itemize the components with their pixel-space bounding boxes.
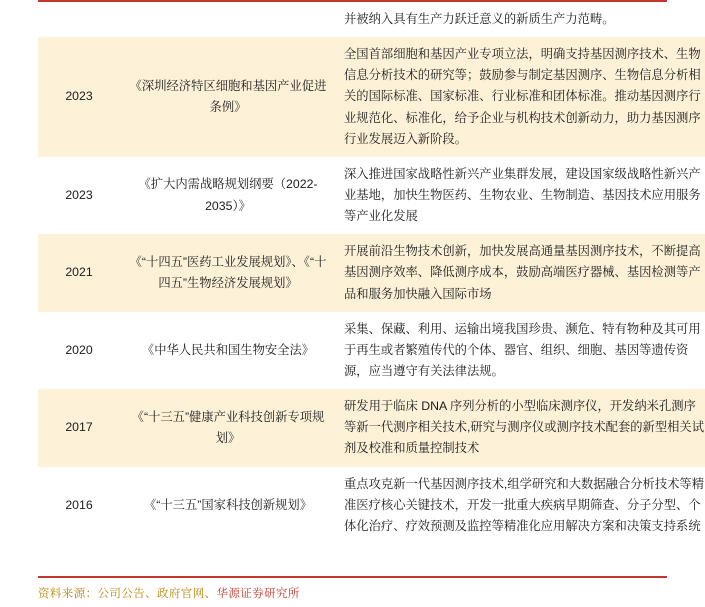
cell-policy: 《“十四五”医药工业发展规划》、《“十四五”生物经济发展规划》 — [120, 234, 336, 311]
cell-policy: 《“十三五”健康产业科技创新专项规划》 — [120, 389, 336, 466]
cell-year: 2021 — [38, 234, 120, 311]
table-row — [38, 234, 705, 311]
cell-policy: 《扩大内需战略规划纲要（2022-2035）》 — [120, 157, 336, 234]
cell-policy: 《深圳经济特区细胞和基因产业促进条例》 — [120, 37, 336, 157]
table-row — [38, 312, 705, 389]
cell-detail: 重点攻克新一代基因测序技术,组学研究和大数据融合分析技术等精准医疗核心关键技术，开发一批重大疾病早期筛查、分子分型、个体化治疗、疗效预测及监控等精准化应用解决方案和决策支持系统 — [336, 467, 705, 544]
cell-year: 2023 — [38, 37, 120, 157]
table-row — [38, 157, 705, 234]
cell-detail: 并被纳入具有生产力跃迁意义的新质生产力范畴。 — [336, 2, 705, 37]
table-bottom-border — [38, 576, 667, 578]
cell-detail: 采集、保藏、利用、运输出境我国珍贵、濒危、特有物种及其可用于再生或者繁殖传代的个体、器官、组织、细胞、基因等遗传资源，应当遵守有关法律法规。 — [336, 312, 705, 389]
table-row — [38, 2, 705, 37]
source-label: 资料来源：公司公告、政府官网、 — [38, 588, 217, 600]
cell-detail: 全国首部细胞和基因产业专项立法，明确支持基因测序技术、生物信息分析技术的研究等；鼓励参与制定基因测序、生物信息分析相关的国际标准、国家标准、行业标准和团体标准。推动基因测序行业规范化、标准化，给予企业与机构技术创新动力，助力基因测序行业发展迈入新阶段。 — [336, 37, 705, 157]
source-organization: 华源证券研究所 — [216, 588, 300, 600]
table-row — [38, 389, 705, 466]
cell-year: 2023 — [38, 157, 120, 234]
policy-table — [38, 2, 705, 544]
source-note — [38, 585, 300, 601]
cell-detail: 深入推进国家战略性新兴产业集群发展，建设国家级战略性新兴产业基地，加快生物医药、生物农业、生物制造、基因技术应用服务等产业化发展 — [336, 157, 705, 234]
policy-table-body — [38, 2, 705, 544]
table-row — [38, 37, 705, 157]
table-row — [38, 467, 705, 544]
cell-detail: 开展前沿生物技术创新，加快发展高通量基因测序技术，不断提高基因测序效率、降低测序成本，鼓励高端医疗器械、基因检测等产品和服务加快融入国际市场 — [336, 234, 705, 311]
cell-policy: 《“十三五”国家科技创新规划》 — [120, 467, 336, 544]
cell-policy — [120, 2, 336, 37]
cell-policy: 《中华人民共和国生物安全法》 — [120, 312, 336, 389]
cell-year: 2016 — [38, 467, 120, 544]
cell-detail: 研发用于临床 DNA 序列分析的小型临床测序仪，开发纳米孔测序等新一代测序相关技术,研究与测序仪或测序技术配套的新型相关试剂及校准和质量控制技术 — [336, 389, 705, 466]
cell-year: 2020 — [38, 312, 120, 389]
cell-year: 2017 — [38, 389, 120, 466]
cell-year — [38, 2, 120, 37]
